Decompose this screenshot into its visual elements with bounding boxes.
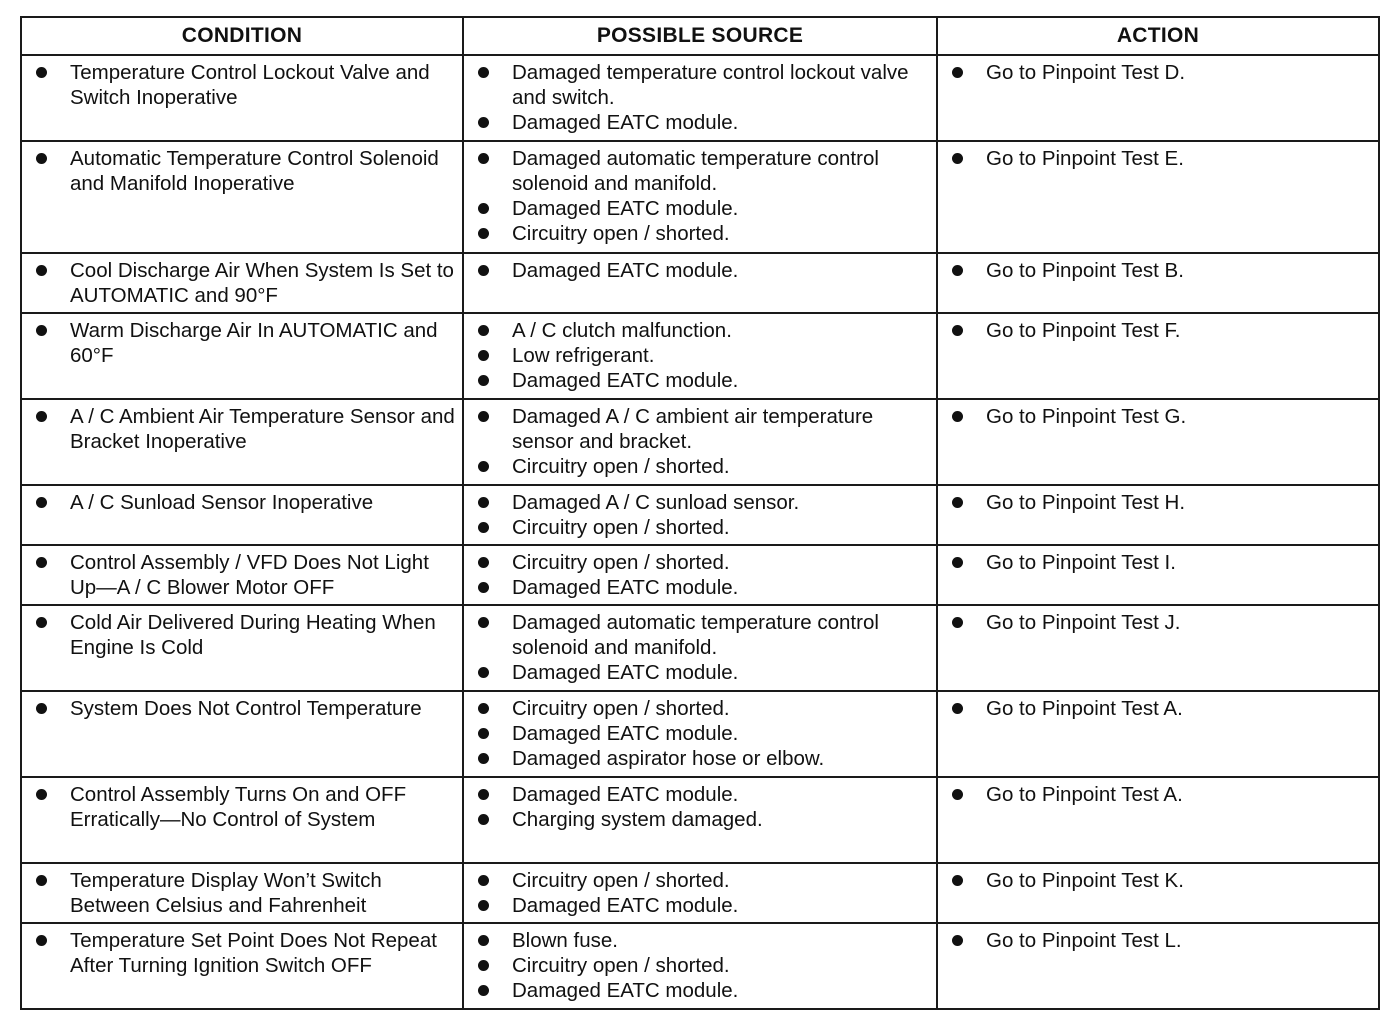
bullet-item: Temperature Display Won’t Switch Between Celsius and Fahrenheit — [28, 868, 456, 918]
source-cell — [463, 253, 937, 313]
bullet-item: System Does Not Control Temperature — [28, 696, 456, 721]
condition-cell — [21, 399, 463, 485]
condition-cell-list — [28, 490, 456, 515]
table-row — [21, 545, 1379, 605]
condition-cell — [21, 545, 463, 605]
table-row — [21, 691, 1379, 777]
source-cell — [463, 691, 937, 777]
diagnosis-table — [20, 16, 1380, 1010]
condition-cell-list — [28, 404, 456, 454]
action-text: Go to Pinpoint Test E. — [944, 146, 1372, 171]
action-cell — [937, 777, 1379, 863]
condition-cell — [21, 55, 463, 141]
source-cell — [463, 863, 937, 923]
bullet-item: Circuitry open / shorted. — [470, 696, 930, 721]
action-text: Go to Pinpoint Test A. — [944, 782, 1372, 807]
bullet-item: Damaged A / C sunload sensor. — [470, 490, 930, 515]
source-cell-list — [470, 782, 930, 832]
bullet-item: Automatic Temperature Control Solenoid and Manifold Inoperative — [28, 146, 456, 196]
bullet-item: Circuitry open / shorted. — [470, 454, 930, 479]
bullet-item: Circuitry open / shorted. — [470, 868, 930, 893]
action-cell — [937, 253, 1379, 313]
bullet-item: Damaged temperature control lockout valve and switch. — [470, 60, 930, 110]
action-text: Go to Pinpoint Test L. — [944, 928, 1372, 953]
table-row — [21, 55, 1379, 141]
table-row — [21, 605, 1379, 691]
action-cell — [937, 141, 1379, 253]
action-text: Go to Pinpoint Test H. — [944, 490, 1372, 515]
bullet-item: Charging system damaged. — [470, 807, 930, 832]
bullet-item: Damaged EATC module. — [470, 368, 930, 393]
action-cell-list — [944, 696, 1372, 721]
condition-cell-list — [28, 868, 456, 918]
source-cell-list — [470, 60, 930, 135]
bullet-item: A / C clutch malfunction. — [470, 318, 930, 343]
condition-cell-list — [28, 550, 456, 600]
action-cell-list — [944, 258, 1372, 283]
condition-cell — [21, 141, 463, 253]
action-cell-list — [944, 782, 1372, 807]
bullet-item: Control Assembly / VFD Does Not Light Up—A / C Blower Motor OFF — [28, 550, 456, 600]
source-cell — [463, 605, 937, 691]
action-text: Go to Pinpoint Test G. — [944, 404, 1372, 429]
source-cell-list — [470, 868, 930, 918]
action-cell — [937, 55, 1379, 141]
source-cell-list — [470, 258, 930, 283]
condition-cell-list — [28, 318, 456, 368]
bullet-item: Warm Discharge Air In AUTOMATIC and 60°F — [28, 318, 456, 368]
table-row — [21, 777, 1379, 863]
condition-cell — [21, 777, 463, 863]
action-text: Go to Pinpoint Test J. — [944, 610, 1372, 635]
possible-source-header: POSSIBLE SOURCE — [463, 17, 937, 55]
table-row — [21, 313, 1379, 399]
source-cell — [463, 399, 937, 485]
action-cell-list — [944, 868, 1372, 893]
condition-cell-list — [28, 258, 456, 308]
source-cell — [463, 545, 937, 605]
bullet-item: A / C Ambient Air Temperature Sensor and Bracket Inoperative — [28, 404, 456, 454]
bullet-item: Circuitry open / shorted. — [470, 953, 930, 978]
source-cell — [463, 141, 937, 253]
table-row — [21, 923, 1379, 1009]
table-row — [21, 485, 1379, 545]
action-cell — [937, 399, 1379, 485]
action-cell-list — [944, 146, 1372, 171]
source-cell-list — [470, 490, 930, 540]
bullet-item: Circuitry open / shorted. — [470, 550, 930, 575]
action-cell-list — [944, 490, 1372, 515]
source-cell — [463, 923, 937, 1009]
bullet-item: Control Assembly Turns On and OFF Erratically—No Control of System — [28, 782, 456, 832]
action-cell — [937, 545, 1379, 605]
action-text: Go to Pinpoint Test K. — [944, 868, 1372, 893]
action-cell — [937, 923, 1379, 1009]
source-cell — [463, 313, 937, 399]
bullet-item: Temperature Set Point Does Not Repeat After Turning Ignition Switch OFF — [28, 928, 456, 978]
condition-cell-list — [28, 146, 456, 196]
action-cell-list — [944, 60, 1372, 85]
bullet-item: Low refrigerant. — [470, 343, 930, 368]
bullet-item: Cool Discharge Air When System Is Set to AUTOMATIC and 90°F — [28, 258, 456, 308]
bullet-item: Damaged EATC module. — [470, 258, 930, 283]
table-row — [21, 399, 1379, 485]
action-cell-list — [944, 928, 1372, 953]
condition-cell — [21, 923, 463, 1009]
bullet-item: Blown fuse. — [470, 928, 930, 953]
condition-cell-list — [28, 782, 456, 832]
condition-cell-list — [28, 60, 456, 110]
action-text: Go to Pinpoint Test B. — [944, 258, 1372, 283]
condition-header: CONDITION — [21, 17, 463, 55]
bullet-item: A / C Sunload Sensor Inoperative — [28, 490, 456, 515]
source-cell-list — [470, 550, 930, 600]
action-text: Go to Pinpoint Test D. — [944, 60, 1372, 85]
table-body — [21, 55, 1379, 1009]
condition-cell — [21, 313, 463, 399]
bullet-item: Damaged EATC module. — [470, 782, 930, 807]
source-cell-list — [470, 696, 930, 771]
condition-cell-list — [28, 928, 456, 978]
bullet-item: Temperature Control Lockout Valve and Switch Inoperative — [28, 60, 456, 110]
bullet-item: Cold Air Delivered During Heating When Engine Is Cold — [28, 610, 456, 660]
action-text: Go to Pinpoint Test F. — [944, 318, 1372, 343]
bullet-item: Circuitry open / shorted. — [470, 221, 930, 246]
bullet-item: Damaged EATC module. — [470, 893, 930, 918]
condition-cell — [21, 691, 463, 777]
action-cell-list — [944, 318, 1372, 343]
source-cell-list — [470, 928, 930, 1003]
source-cell — [463, 55, 937, 141]
bullet-item: Damaged EATC module. — [470, 110, 930, 135]
bullet-item: Damaged EATC module. — [470, 660, 930, 685]
source-cell — [463, 485, 937, 545]
condition-cell-list — [28, 610, 456, 660]
bullet-item: Damaged EATC module. — [470, 196, 930, 221]
action-cell-list — [944, 550, 1372, 575]
action-cell — [937, 313, 1379, 399]
action-text: Go to Pinpoint Test I. — [944, 550, 1372, 575]
condition-cell — [21, 253, 463, 313]
condition-cell-list — [28, 696, 456, 721]
condition-cell — [21, 863, 463, 923]
action-text: Go to Pinpoint Test A. — [944, 696, 1372, 721]
action-header: ACTION — [937, 17, 1379, 55]
source-cell-list — [470, 610, 930, 685]
source-cell — [463, 777, 937, 863]
source-cell-list — [470, 318, 930, 393]
condition-cell — [21, 485, 463, 545]
bullet-item: Circuitry open / shorted. — [470, 515, 930, 540]
bullet-item: Damaged EATC module. — [470, 575, 930, 600]
source-cell-list — [470, 404, 930, 479]
bullet-item: Damaged aspirator hose or elbow. — [470, 746, 930, 771]
action-cell — [937, 691, 1379, 777]
action-cell-list — [944, 404, 1372, 429]
table-row — [21, 253, 1379, 313]
table-row — [21, 863, 1379, 923]
action-cell — [937, 605, 1379, 691]
header-row — [21, 17, 1379, 55]
bullet-item: Damaged EATC module. — [470, 978, 930, 1003]
bullet-item: Damaged automatic temperature control solenoid and manifold. — [470, 146, 930, 196]
bullet-item: Damaged EATC module. — [470, 721, 930, 746]
source-cell-list — [470, 146, 930, 246]
action-cell — [937, 485, 1379, 545]
bullet-item: Damaged A / C ambient air temperature sensor and bracket. — [470, 404, 930, 454]
action-cell-list — [944, 610, 1372, 635]
action-cell — [937, 863, 1379, 923]
table-row — [21, 141, 1379, 253]
bullet-item: Damaged automatic temperature control solenoid and manifold. — [470, 610, 930, 660]
condition-cell — [21, 605, 463, 691]
